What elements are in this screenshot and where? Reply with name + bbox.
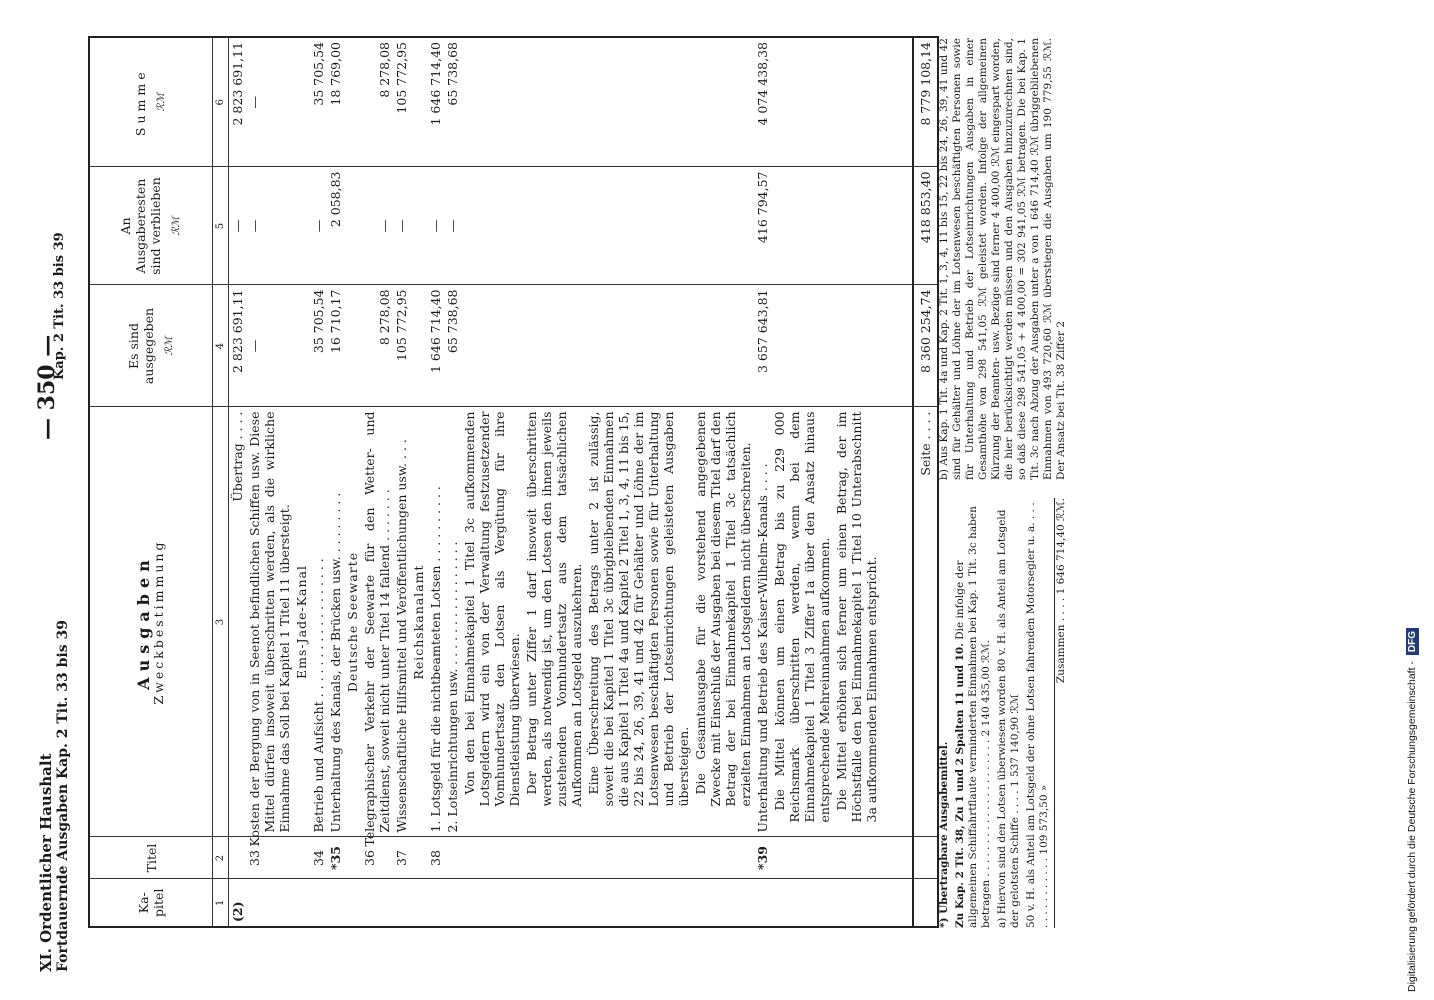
col-number: 5 [213,167,229,285]
subsection-title: Fortdauernde Ausgaben Kap. 2 Tit. 33 bis 39 [55,619,71,972]
row-note: Von den bei Einnahmekapitel 1 Titel 3c aufkommenden Lotsgeldern wird ein von der Verwaltung festzusetzender Vomhundertsatz den Lotsen als Vergütung für ihre Dienstleistung überwiesen. [461,407,523,837]
section-heading: Deutsche Seewarte [344,407,361,837]
uebertrag-label: Übertrag . . . . [229,407,247,837]
cell-value: — [246,37,293,167]
row-description: Telegraphischer Verkehr der Seewarte für den Wetter- und Zeitdienst, soweit nicht unter Titel 14 fallend . . . . . . . [361,407,393,837]
footnote-transferable: *) Übertragbare Ausgabemittel. [938,741,950,928]
row-description: Wissenschaftliche Hilfsmittel und Veröffentlichungen usw. . . . [393,407,410,837]
cell-value: — [361,167,393,285]
cell-value: — [444,167,461,285]
col-head-ausgegeben: Es sind ausgegeben ℛℳ [89,285,213,407]
table-row [327,37,344,927]
digitization-credit [1400,8,1424,992]
titel-number: 33 [246,837,293,879]
col-head-summe: Summe ℛℳ [89,37,213,167]
cell-value: 35 705,54 [310,37,327,167]
footnote-intro-heading: Zu Kap. 2 Tit. 38, Zu 1 und 2 Spalten 11 und 10. [954,643,966,928]
cell-value: — [229,167,247,285]
seite-label: Seite . . . . [913,407,938,837]
table-row [692,37,754,927]
col-number: 1 [213,879,229,927]
cell-value: 2 823 691,11 [229,37,247,167]
page-number: — 350 — [34,334,60,440]
cell-value: 4 074 438,38 [754,37,771,167]
credit-text: Digitalisierung gefördert durch die Deutsche Forschungsgemeinschaft - [1406,661,1418,992]
cell-value: 1 646 714,40 [427,285,444,407]
row-note: Der Betrag unter Ziffer 1 darf insoweit überschritten werden, als notwendig ist, um den Lotsen den ihnen jeweils zustehenden Vomhundertsatz aus dem tatsächlichen Aufkommen an Lotsgeld auszukehren. [523,407,585,837]
table-row [754,37,771,927]
section-heading: Ems-Jade-Kanal [293,407,310,837]
col-number: 3 [213,407,229,837]
col-head-ausgaben: Ausgaben Zweckbestimmung [89,407,213,837]
table-row [461,37,523,927]
budget-table [88,36,939,928]
table-row [410,37,427,927]
row-note: Die Mittel erhöhen sich ferner um einen Betrag, der im Höchstfalle den bei Einnahmekapitel 1 Titel 10 Unterabschnitt 3a aufkommenden Einnahmen entspricht. [833,407,880,837]
titel-number: 36 [361,837,393,879]
row-description: 1. Lotsgeld für die nichtbeamteten Lotsen . . . . . . . . . . [427,407,444,837]
col-number: 4 [213,285,229,407]
footnote-a: a) Hiervon sind den Lotsen überwiesen worden 80 v. H. als Anteil am Lotsgeld der gelotsten Schiffe . . . . 1 537 140,90 ℛℳ [996,509,1021,928]
page-header-left [38,432,72,972]
titel-number: *35 [327,837,344,879]
table-row [427,37,444,927]
section-heading: Reichskanalamt [410,407,427,837]
row-description: Kosten der Bergung von in Seenot befindlichen Schiffen usw. Diese Mittel dürfen insoweit überschritten werden, als die wirkliche Einnahme das Soll bei Kapitel 1 Titel 11 übersteigt. [246,407,293,837]
table-header-row [89,37,213,927]
titel-number: 37 [393,837,410,879]
table-spacer-row [880,37,913,927]
row-note: Die Gesamtausgabe für die vorstehend angegebenen Zwecke mit Einschluß der Ausgaben bei diesem Titel darf den Betrag der bei Einnahmekapitel 1 Titel 3c tatsächlich erzielten Einnahmen an Lotsgeldern nicht überschreiten. [692,407,754,837]
column-number-row [213,37,229,927]
table-row [310,37,327,927]
table-row [444,37,461,927]
cell-value: — [393,167,410,285]
cell-value: 8 278,08 [361,285,393,407]
col-head-ausgabereste: An Ausgaberesten sind verblieben ℛℳ [89,167,213,285]
total-value: 8 360 254,74 [913,285,938,407]
cell-value: 16 710,17 [327,285,344,407]
row-description: 2. Lotseinrichtungen usw. . . . . . . . . . . . . . . . . [444,407,461,837]
table-row [833,37,880,927]
footnote-intro [954,498,993,928]
row-description: Unterhaltung und Betrieb des Kaiser-Wilhelm-Kanals . . . . [754,407,771,837]
total-value: 8 779 108,14 [913,37,938,167]
cell-value: — [246,167,293,285]
table-row [585,37,692,927]
table-row [246,37,293,927]
cell-value: 1 646 714,40 [427,37,444,167]
footnote-b: b) Aus Kap. 1 Tit. 4a und Kap. 2 Tit. 1, 3, 4, 11 bis 15, 22 bis 24, 26, 39, 41 und 42 sind für Gehälter und Löhne der im Lotsenwesen beschäftigten Personen sowie für Unterhaltung und Betrieb der Lotseinrichtungen Ausgaben in einer Gesamthöhe von 298 541,05 ℛℳ geleistet worden. Infolge der allgemeinen Kürzung der Beamten- usw. Bezüge sind ferner 4 400,00 ℛℳ eingespart worden, die hier berücksichtigt werden müssen und den Ausgaben hinzuzurechnen sind, so daß diese 298 541,05 + 4 400,00 = 302 941,05 ℛℳ betragen. Die bei Kap. 1 Tit. 3c nach Abzug der Ausgaben unter a von 1 646 714,40 ℛℳ übriggebliebenen Einnahmen von 493 720,60 ℛℳ überstiegen die Ausgaben um 190 779,55 ℛℳ. Der Ansatz bei Tit. 38 Ziffer 2 [938,38,1067,480]
cell-value: — [427,167,444,285]
row-note: Die Mittel können um einen Betrag bis zu 229 000 Reichsmark überschritten werden, wenn bei dem Einnahmekapitel 1 Titel 3 Ziffer 1a über den Ansatz hinaus entsprechende Mehreinnahmen aufkommen. [771,407,833,837]
kapitel-number: (2) [229,879,247,927]
total-value: 418 853,40 [913,167,938,285]
table-row [523,37,585,927]
table-total-row [913,37,938,927]
table-row [293,37,310,927]
table-row [229,37,247,927]
table-row [344,37,361,927]
row-description: Unterhaltung des Kanals, der Brücken usw. . . . . . . . . [327,407,344,837]
col-head-titel: Titel [89,837,213,879]
cell-value: 105 772,95 [393,37,410,167]
cell-value: 416 794,57 [754,167,771,285]
dfg-logo-badge: DFG [1406,628,1419,655]
cell-value: 3 657 643,81 [754,285,771,407]
cell-value: 35 705,54 [310,285,327,407]
table-row [361,37,393,927]
cell-value: 2 823 691,11 [229,285,247,407]
table-row [393,37,410,927]
row-note: Eine Überschreitung des Betrags unter 2 ist zulässig, soweit die bei Kapitel 1 Titel 3c übrigbleibenden Einnahmen die aus Kapitel 1 Titel 4a und Kapitel 2 Titel 1, 3, 4, 11 bis 15, 22 bis 24, 26, 39, 41 und 42 für Gehälter und Löhne der im Lotsenwesen beschäftigten Personen sowie für Unterhaltung und Betrieb der Lotseinrichtungen geleisteten Ausgaben übersteigen. [585,407,692,837]
section-title: XI. Ordentlicher Haushalt [37,753,55,972]
cell-value: 18 769,00 [327,37,344,167]
cell-value: 8 278,08 [361,37,393,167]
footnotes-left [938,498,1071,928]
col-number: 2 [213,837,229,879]
cell-value: — [310,167,327,285]
cell-value: 65 738,68 [444,37,461,167]
page-header-range: Kap. 2 Tit. 33 bis 39 [52,232,67,380]
titel-number: *39 [754,837,771,879]
titel-number: 38 [427,837,444,879]
titel-number: 34 [310,837,327,879]
cell-value: 105 772,95 [393,285,410,407]
footnote-a-line2: 50 v. H. als Anteil am Lotsgeld der ohne Lotsen fahrenden Motorsegler u. a. . . . . . . . . . . . . . . 109 573,50 » [1025,502,1050,928]
cell-value: — [246,285,293,407]
table-row [771,37,833,927]
footnote-intro-text: Die infolge der allgemeinen Schiffahrtflaute verminderten Einnahmen bei Kap. 1 Tit. 3c haben betragen . . . . . . . . . . . . . . . . . . . . . 2 140 435,00 ℛℳ. [954,506,992,928]
cell-value: 2 058,83 [327,167,344,285]
row-description: Betrieb und Aufsicht . . . . . . . . . . . . . . . . . . [310,407,327,837]
col-head-kapitel: Ka-pitel [89,879,213,927]
col-number: 6 [213,37,229,167]
cell-value: 65 738,68 [444,285,461,407]
footnote-a-total: Zusammen . . . . 1 646 714,40 ℛℳ. [1055,498,1067,684]
